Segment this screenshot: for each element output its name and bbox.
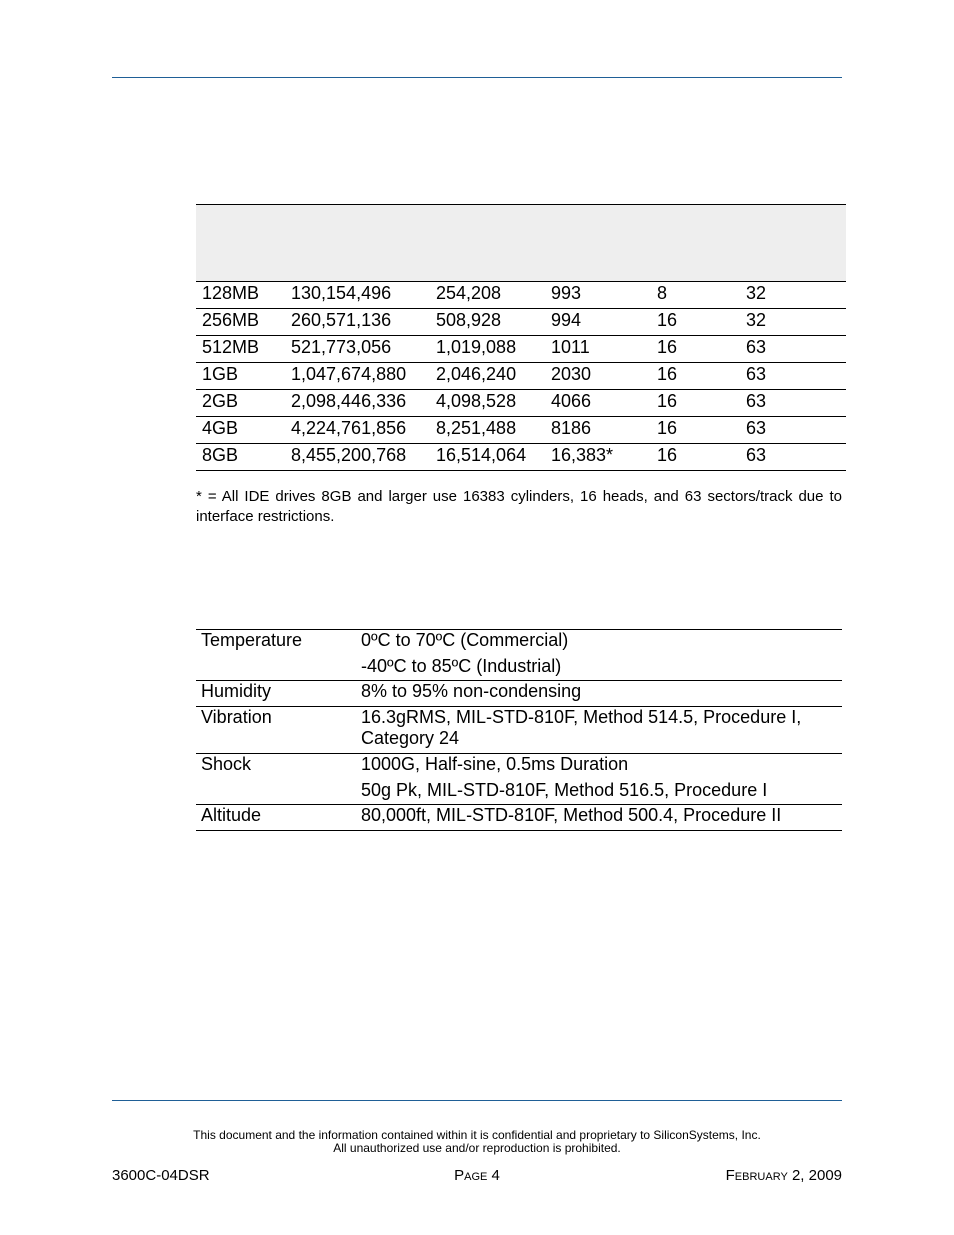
capacity-table-header xyxy=(196,205,846,282)
table-cell: 16,383* xyxy=(545,444,651,471)
table-cell: 16 xyxy=(651,444,740,471)
table-cell: 512MB xyxy=(196,336,285,363)
capacity-table xyxy=(196,204,846,471)
table-row xyxy=(196,775,842,805)
table-cell: 8,251,488 xyxy=(430,417,545,444)
document-date xyxy=(726,1167,842,1185)
table-row xyxy=(196,363,846,390)
table-cell: 2GB xyxy=(196,390,285,417)
env-value: -40ºC to 85ºC (Industrial) xyxy=(356,651,842,681)
table-cell: 254,208 xyxy=(430,282,545,309)
page-number-text: Page 4 xyxy=(454,1167,500,1184)
capacity-footnote: * = All IDE drives 8GB and larger use 16383 cylinders, 16 heads, and 63 sectors/track due to interface restrictions. xyxy=(196,488,842,525)
table-row xyxy=(196,754,842,776)
table-row xyxy=(196,417,846,444)
table-cell: 63 xyxy=(740,417,846,444)
table-cell: 260,571,136 xyxy=(285,309,430,336)
table-row xyxy=(196,805,842,831)
table-cell: 8,455,200,768 xyxy=(285,444,430,471)
table-cell: 32 xyxy=(740,309,846,336)
env-value: 8% to 95% non-condensing xyxy=(356,681,842,707)
document-number: 3600C-04DSR xyxy=(112,1167,210,1184)
footer-rule xyxy=(112,1100,842,1101)
env-label: Shock xyxy=(201,754,252,774)
env-label: Temperature xyxy=(201,630,303,650)
table-row xyxy=(196,681,842,707)
table-cell: 1GB xyxy=(196,363,285,390)
env-label xyxy=(196,651,356,681)
table-cell: 2030 xyxy=(545,363,651,390)
table-cell: 994 xyxy=(545,309,651,336)
table-cell: 32 xyxy=(740,282,846,309)
table-cell: 521,773,056 xyxy=(285,336,430,363)
table-cell: 4,224,761,856 xyxy=(285,417,430,444)
table-row xyxy=(196,651,842,681)
table-cell: 63 xyxy=(740,444,846,471)
table-row xyxy=(196,309,846,336)
table-row xyxy=(196,630,842,652)
environment-table xyxy=(196,629,842,831)
table-cell: 16 xyxy=(651,309,740,336)
env-value: 16.3gRMS, MIL-STD-810F, Method 514.5, Procedure I, Category 24 xyxy=(356,707,842,754)
header-rule xyxy=(112,77,842,78)
env-label: Altitude xyxy=(196,805,356,831)
table-cell: 63 xyxy=(740,363,846,390)
table-cell: 130,154,496 xyxy=(285,282,430,309)
table-cell: 8186 xyxy=(545,417,651,444)
table-cell: 2,098,446,336 xyxy=(285,390,430,417)
table-cell: 4GB xyxy=(196,417,285,444)
table-cell: 63 xyxy=(740,336,846,363)
table-cell: 4,098,528 xyxy=(430,390,545,417)
env-value: 50g Pk, MIL-STD-810F, Method 516.5, Procedure I xyxy=(356,775,842,805)
env-label xyxy=(196,775,356,805)
table-cell: 508,928 xyxy=(430,309,545,336)
confidential-notice-line-2: All unauthorized use and/or reproduction is prohibited. xyxy=(333,1141,621,1155)
document-date-text: February 2, 2009 xyxy=(725,1167,842,1184)
table-cell: 16 xyxy=(651,336,740,363)
table-cell: 128MB xyxy=(196,282,285,309)
table-row xyxy=(196,390,846,417)
table-cell: 16 xyxy=(651,390,740,417)
table-cell: 256MB xyxy=(196,309,285,336)
table-cell: 63 xyxy=(740,390,846,417)
table-row xyxy=(196,444,846,471)
table-cell: 4066 xyxy=(545,390,651,417)
table-cell: 1011 xyxy=(545,336,651,363)
env-value: 80,000ft, MIL-STD-810F, Method 500.4, Procedure II xyxy=(356,805,842,831)
confidential-notice-line-1: This document and the information contained within it is confidential and proprietary to SiliconSystems, Inc. xyxy=(193,1128,761,1142)
table-row xyxy=(196,336,846,363)
table-cell: 1,047,674,880 xyxy=(285,363,430,390)
env-value: 0ºC to 70ºC (Commercial) xyxy=(361,630,569,650)
table-cell: 2,046,240 xyxy=(430,363,545,390)
table-row xyxy=(196,282,846,309)
env-label: Vibration xyxy=(196,707,356,754)
table-cell: 993 xyxy=(545,282,651,309)
table-cell: 16 xyxy=(651,363,740,390)
table-cell: 8 xyxy=(651,282,740,309)
env-label: Humidity xyxy=(196,681,356,707)
env-value: 1000G, Half-sine, 0.5ms Duration xyxy=(361,754,629,774)
table-cell: 16 xyxy=(651,417,740,444)
table-cell: 1,019,088 xyxy=(430,336,545,363)
table-row xyxy=(196,707,842,754)
table-cell: 16,514,064 xyxy=(430,444,545,471)
table-cell: 8GB xyxy=(196,444,285,471)
